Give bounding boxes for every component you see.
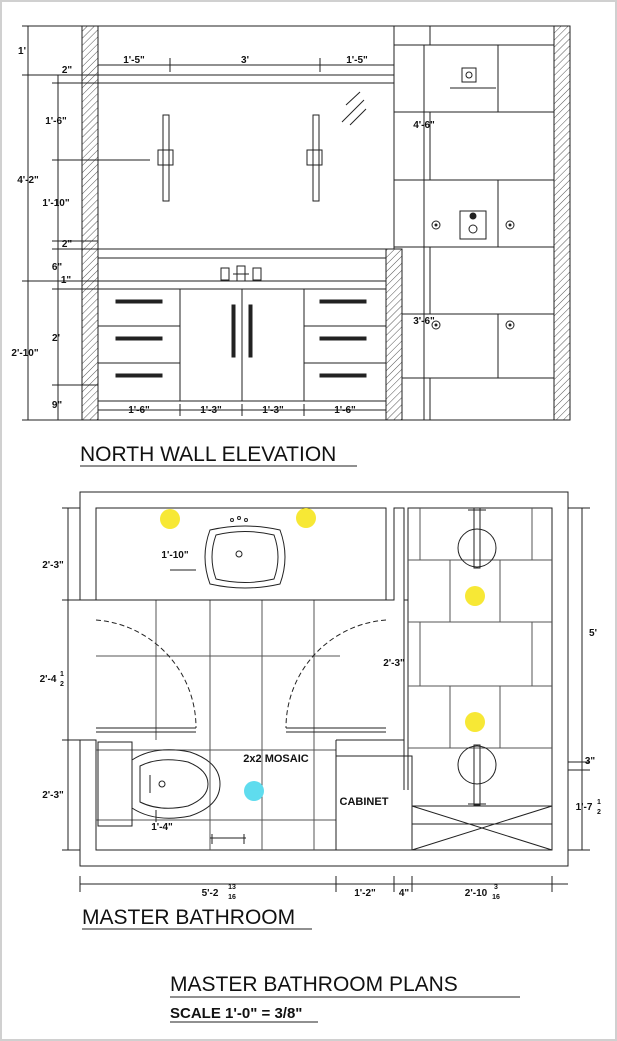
plan-outer-wall — [80, 492, 568, 866]
dim-left-1: 1' — [18, 46, 26, 57]
plan-dim-left-2-den: 2 — [60, 681, 64, 688]
dim-left-2: 2" — [61, 65, 73, 76]
closet-width-label: 2'-3" — [383, 658, 405, 669]
plan-dim-right-2: 3" — [584, 756, 596, 767]
elevation-shower-dimension — [418, 45, 430, 420]
marker-yellow-2 — [296, 508, 316, 528]
dim-top-2: 3' — [241, 55, 249, 66]
door-swing-right — [286, 620, 386, 732]
plan-dim-bottom-4: 2'-10 — [464, 888, 488, 899]
dim-left-7: 6" — [51, 262, 63, 273]
north-wall-elevation — [22, 26, 570, 420]
dim-shower-1: 4'-6" — [413, 120, 435, 131]
plan-dimension-labels — [40, 550, 601, 901]
marker-yellow-1 — [160, 509, 180, 529]
plan-dim-bottom-1: 5'-2 — [201, 888, 219, 899]
dim-shower-2: 3'-6" — [413, 316, 435, 327]
toilet-clearance-label: 1'-4" — [151, 822, 173, 833]
marker-yellow-3 — [465, 586, 485, 606]
shower-valve — [460, 211, 486, 239]
plan-dim-bottom-4-den: 16 — [492, 894, 500, 901]
door-swing-left — [96, 620, 196, 732]
shower-tile-wall — [394, 26, 554, 420]
dim-left-9: 2' — [52, 333, 60, 344]
dim-bottom-1: 1'-6" — [128, 405, 150, 416]
dim-left-10: 2'-10" — [11, 348, 39, 359]
dim-left-8: 1" — [60, 275, 72, 286]
plan-dim-bottom-3: 4" — [398, 888, 410, 899]
sheet-scale: SCALE 1'-0" = 3/8" — [170, 1005, 303, 1022]
plan-dim-right-3-num: 1 — [597, 799, 601, 806]
elevation-left-wall — [82, 26, 98, 420]
plan-vanity — [96, 517, 386, 601]
dim-top-1: 1'-5" — [123, 55, 145, 66]
elevation-right-wall — [554, 26, 570, 420]
towel-bar — [210, 834, 246, 844]
marker-cyan-1 — [244, 781, 264, 801]
plan-dim-left-1: 2'-3" — [42, 560, 64, 571]
vanity-width-label: 1'-10" — [161, 550, 189, 561]
wall-sconce-left — [158, 115, 173, 201]
floor-tile-grid — [96, 600, 340, 850]
dim-left-5: 1'-10" — [42, 198, 70, 209]
dim-left-11: 9" — [51, 400, 63, 411]
bathroom-plan — [62, 492, 590, 892]
toilet — [98, 742, 220, 826]
shower-head — [450, 68, 496, 88]
dim-left-4: 4'-2" — [17, 175, 39, 186]
shower-bench — [412, 806, 552, 850]
plan-dim-left-2: 2'-4 — [39, 674, 57, 685]
plan-dim-right-3: 1'-7 — [575, 802, 593, 813]
fixture-markers — [160, 508, 485, 801]
wall-sconce-right — [307, 115, 322, 201]
plan-dimension-lines — [62, 508, 590, 892]
plan-dim-bottom-1-num: 13 — [228, 884, 236, 891]
shower-outlets — [432, 221, 514, 329]
dim-bottom-3: 1'-3" — [262, 405, 284, 416]
plan-dim-left-2-num: 1 — [60, 671, 64, 678]
vanity-cabinet — [98, 258, 386, 401]
plan-dim-right-3-den: 2 — [597, 809, 601, 816]
dim-bottom-4: 1'-6" — [334, 405, 356, 416]
shower-head-top — [458, 508, 496, 568]
plan-cabinet — [336, 740, 412, 850]
mosaic-label: 2x2 MOSAIC — [243, 753, 309, 765]
mirror — [98, 75, 394, 249]
dim-top-3: 1'-5" — [346, 55, 368, 66]
plan-title: MASTER BATHROOM — [82, 906, 296, 929]
plan-dim-bottom-4-num: 3 — [494, 884, 498, 891]
vanity-faucet — [221, 266, 261, 281]
dim-bottom-2: 1'-3" — [200, 405, 222, 416]
plan-dim-bottom-2: 1'-2" — [354, 888, 376, 899]
marker-yellow-4 — [465, 712, 485, 732]
plan-dim-bottom-1-den: 16 — [228, 894, 236, 901]
dim-left-6: 2" — [61, 239, 73, 250]
elevation-dimension-labels — [11, 46, 435, 416]
dim-left-3: 1'-6" — [45, 116, 67, 127]
elevation-title: NORTH WALL ELEVATION — [80, 443, 337, 466]
cabinet-label: CABINET — [339, 796, 389, 808]
plan-dim-left-3: 2'-3" — [42, 790, 64, 801]
sheet-title: MASTER BATHROOM PLANS — [170, 973, 458, 996]
elevation-partition-wall — [386, 249, 402, 420]
plan-dim-right-1: 5' — [589, 628, 597, 639]
shower-head-bottom — [458, 745, 496, 805]
